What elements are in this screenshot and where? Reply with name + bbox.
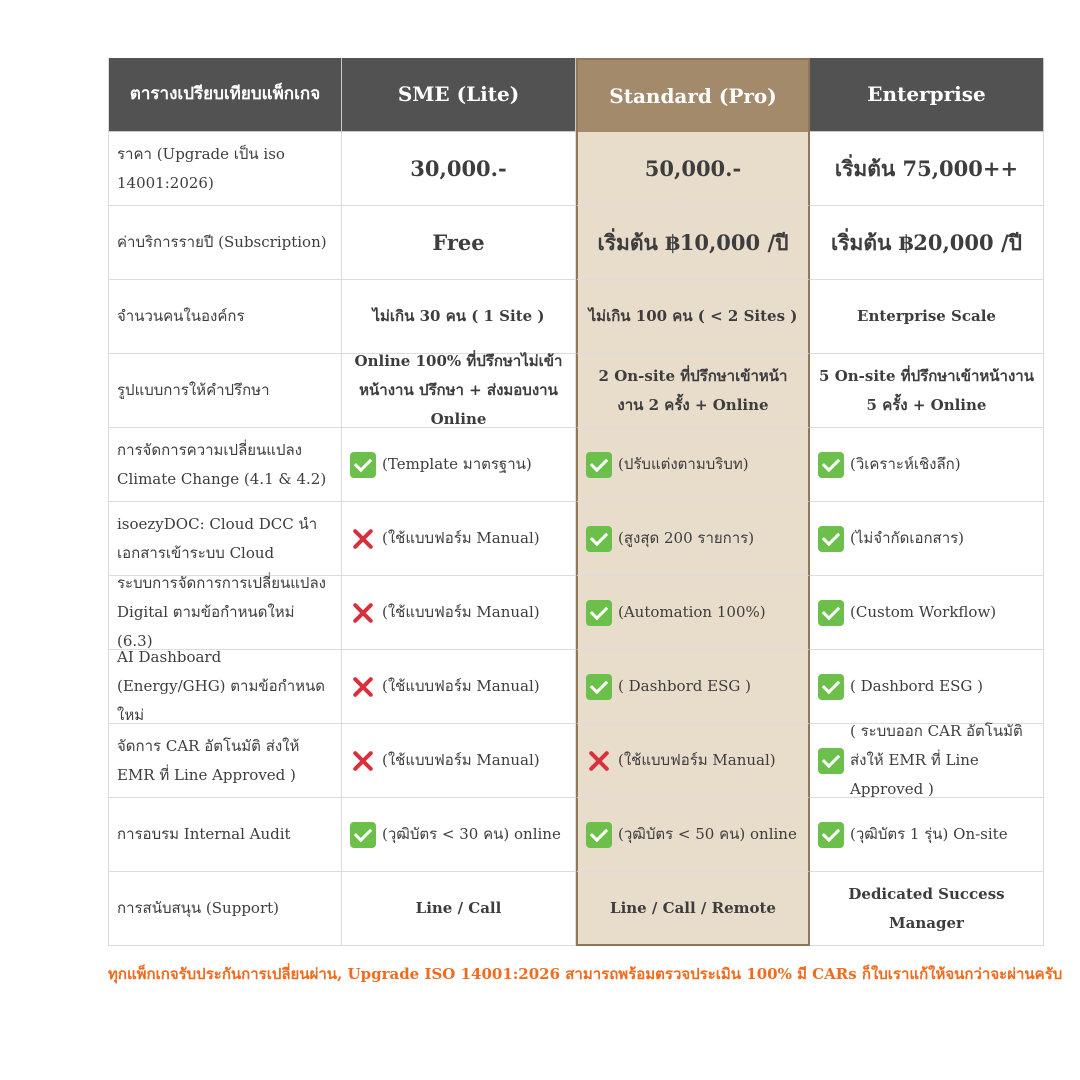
row-label: AI Dashboard (Energy/GHG) ตามข้อกำหนดใหม่ <box>108 650 342 724</box>
cell-text: (ปรับแต่งตามบริบท) <box>618 455 749 473</box>
row-label: จัดการ CAR อัตโนมัติ ส่งให้ EMR ที่ Line Approved ) <box>108 724 342 798</box>
cell-sme-lite <box>342 576 576 650</box>
check-icon <box>586 526 612 552</box>
check-icon <box>818 748 844 774</box>
cell-sme-lite <box>342 280 576 354</box>
cell-text: (ใช้แบบฟอร์ม Manual) <box>382 677 540 695</box>
cell-standard-pro <box>576 206 810 280</box>
cell-text: 50,000.- <box>644 156 742 181</box>
cell-sme-lite <box>342 502 576 576</box>
cell-sme-lite <box>342 428 576 502</box>
cell-enterprise <box>810 650 1044 724</box>
cross-icon <box>350 748 376 774</box>
check-icon <box>586 452 612 478</box>
cell-text: (ใช้แบบฟอร์ม Manual) <box>382 751 540 769</box>
row-label: ค่าบริการรายปี (Subscription) <box>108 206 342 280</box>
cell-enterprise <box>810 280 1044 354</box>
cell-text: Free <box>432 230 485 255</box>
cell-text: Dedicated Success Manager <box>848 884 1005 932</box>
check-icon <box>586 822 612 848</box>
cell-enterprise <box>810 502 1044 576</box>
cell-text: Enterprise Scale <box>857 307 996 325</box>
row-label: การจัดการความเปลี่ยนแปลง Climate Change (4.1 & 4.2) <box>108 428 342 502</box>
row-label: การสนับสนุน (Support) <box>108 872 342 946</box>
row-label: isoezyDOC: Cloud DCC นำเอกสารเข้าระบบ Cloud <box>108 502 342 576</box>
cell-standard-pro <box>576 650 810 724</box>
check-icon <box>818 600 844 626</box>
cell-text: ( ระบบออก CAR อัตโนมัติ ส่งให้ EMR ที่ Line Approved ) <box>850 722 1023 798</box>
cell-text: (Automation 100%) <box>618 603 766 621</box>
cell-standard-pro <box>576 354 810 428</box>
cell-sme-lite <box>342 650 576 724</box>
cell-sme-lite <box>342 132 576 206</box>
row-label: ราคา (Upgrade เป็น iso 14001:2026) <box>108 132 342 206</box>
cell-text: (ใช้แบบฟอร์ม Manual) <box>618 751 776 769</box>
check-icon <box>350 452 376 478</box>
cell-text: ( Dashbord ESG ) <box>850 677 983 695</box>
cell-enterprise <box>810 798 1044 872</box>
cell-standard-pro <box>576 872 810 946</box>
cell-text: (Custom Workflow) <box>850 603 997 621</box>
row-label: จำนวนคนในองค์กร <box>108 280 342 354</box>
cell-text: (วุฒิบัตร < 30 คน) online <box>382 825 561 843</box>
cell-text: (สูงสุด 200 รายการ) <box>618 529 755 547</box>
header-label-cell: ตารางเปรียบเทียบแพ็กเกจ <box>108 58 342 132</box>
cell-text: (ใช้แบบฟอร์ม Manual) <box>382 603 540 621</box>
cell-enterprise <box>810 206 1044 280</box>
check-icon <box>818 822 844 848</box>
cell-text: เริ่มต้น ฿20,000 /ปี <box>831 230 1022 255</box>
cell-sme-lite <box>342 724 576 798</box>
cell-text: 5 On-site ที่ปรึกษาเข้าหน้างาน 5 ครั้ง + Online <box>819 366 1034 414</box>
cell-text: (วุฒิบัตร 1 รุ่น) On-site <box>850 825 1008 843</box>
cell-text: Online 100% ที่ปรึกษาไม่เข้าหน้างาน ปรึกษา + ส่งมอบงาน Online <box>354 352 563 428</box>
cell-text: (วุฒิบัตร < 50 คน) online <box>618 825 797 843</box>
cell-sme-lite <box>342 872 576 946</box>
cross-icon <box>586 748 612 774</box>
cell-standard-pro <box>576 798 810 872</box>
cell-text: (Template มาตรฐาน) <box>382 455 532 473</box>
cell-text: (ใช้แบบฟอร์ม Manual) <box>382 529 540 547</box>
cell-sme-lite <box>342 798 576 872</box>
cell-standard-pro <box>576 502 810 576</box>
cell-enterprise <box>810 428 1044 502</box>
footer-note: ทุกแพ็กเกจรับประกันการเปลี่ยนผ่าน, Upgrade ISO 14001:2026 สามารถพร้อมตรวจประเมิน 100% มี CARs ก็ใบเราแก้ให้จนกว่าจะผ่านครับ <box>108 965 1063 983</box>
cell-enterprise <box>810 872 1044 946</box>
cross-icon <box>350 526 376 552</box>
cell-enterprise <box>810 132 1044 206</box>
check-icon <box>818 452 844 478</box>
cell-standard-pro <box>576 724 810 798</box>
cell-text: 2 On-site ที่ปรึกษาเข้าหน้างาน 2 ครั้ง + Online <box>598 366 788 414</box>
row-label: การอบรม Internal Audit <box>108 798 342 872</box>
check-icon <box>818 674 844 700</box>
header-standard-pro: Standard (Pro) <box>576 58 810 132</box>
cell-text: เริ่มต้น ฿10,000 /ปี <box>597 230 789 255</box>
cell-standard-pro <box>576 280 810 354</box>
cell-text: ไม่เกิน 30 คน ( 1 Site ) <box>372 307 545 325</box>
cell-text: เริ่มต้น 75,000++ <box>834 156 1019 181</box>
cell-text: 30,000.- <box>410 156 507 181</box>
cell-text: ไม่เกิน 100 คน ( < 2 Sites ) <box>588 307 798 325</box>
cell-text: Line / Call / Remote <box>610 898 776 917</box>
header-enterprise: Enterprise <box>810 58 1044 132</box>
cell-text: (ไม่จำกัดเอกสาร) <box>850 529 965 547</box>
cell-sme-lite <box>342 206 576 280</box>
check-icon <box>586 600 612 626</box>
row-label: รูปแบบการให้คำปรึกษา <box>108 354 342 428</box>
cell-sme-lite <box>342 354 576 428</box>
package-comparison-table <box>108 58 1044 946</box>
header-sme-lite: SME (Lite) <box>342 58 576 132</box>
check-icon <box>586 674 612 700</box>
cross-icon <box>350 600 376 626</box>
cell-standard-pro <box>576 132 810 206</box>
cell-standard-pro <box>576 428 810 502</box>
cross-icon <box>350 674 376 700</box>
cell-text: (วิเคราะห์เชิงลึก) <box>850 455 961 473</box>
cell-text: Line / Call <box>415 899 502 917</box>
cell-enterprise <box>810 576 1044 650</box>
check-icon <box>818 526 844 552</box>
cell-text: ( Dashbord ESG ) <box>618 677 751 695</box>
cell-enterprise <box>810 724 1044 798</box>
cell-standard-pro <box>576 576 810 650</box>
row-label: ระบบการจัดการการเปลี่ยนแปลง Digital ตามข้อกำหนดใหม่ (6.3) <box>108 576 342 650</box>
cell-enterprise <box>810 354 1044 428</box>
check-icon <box>350 822 376 848</box>
